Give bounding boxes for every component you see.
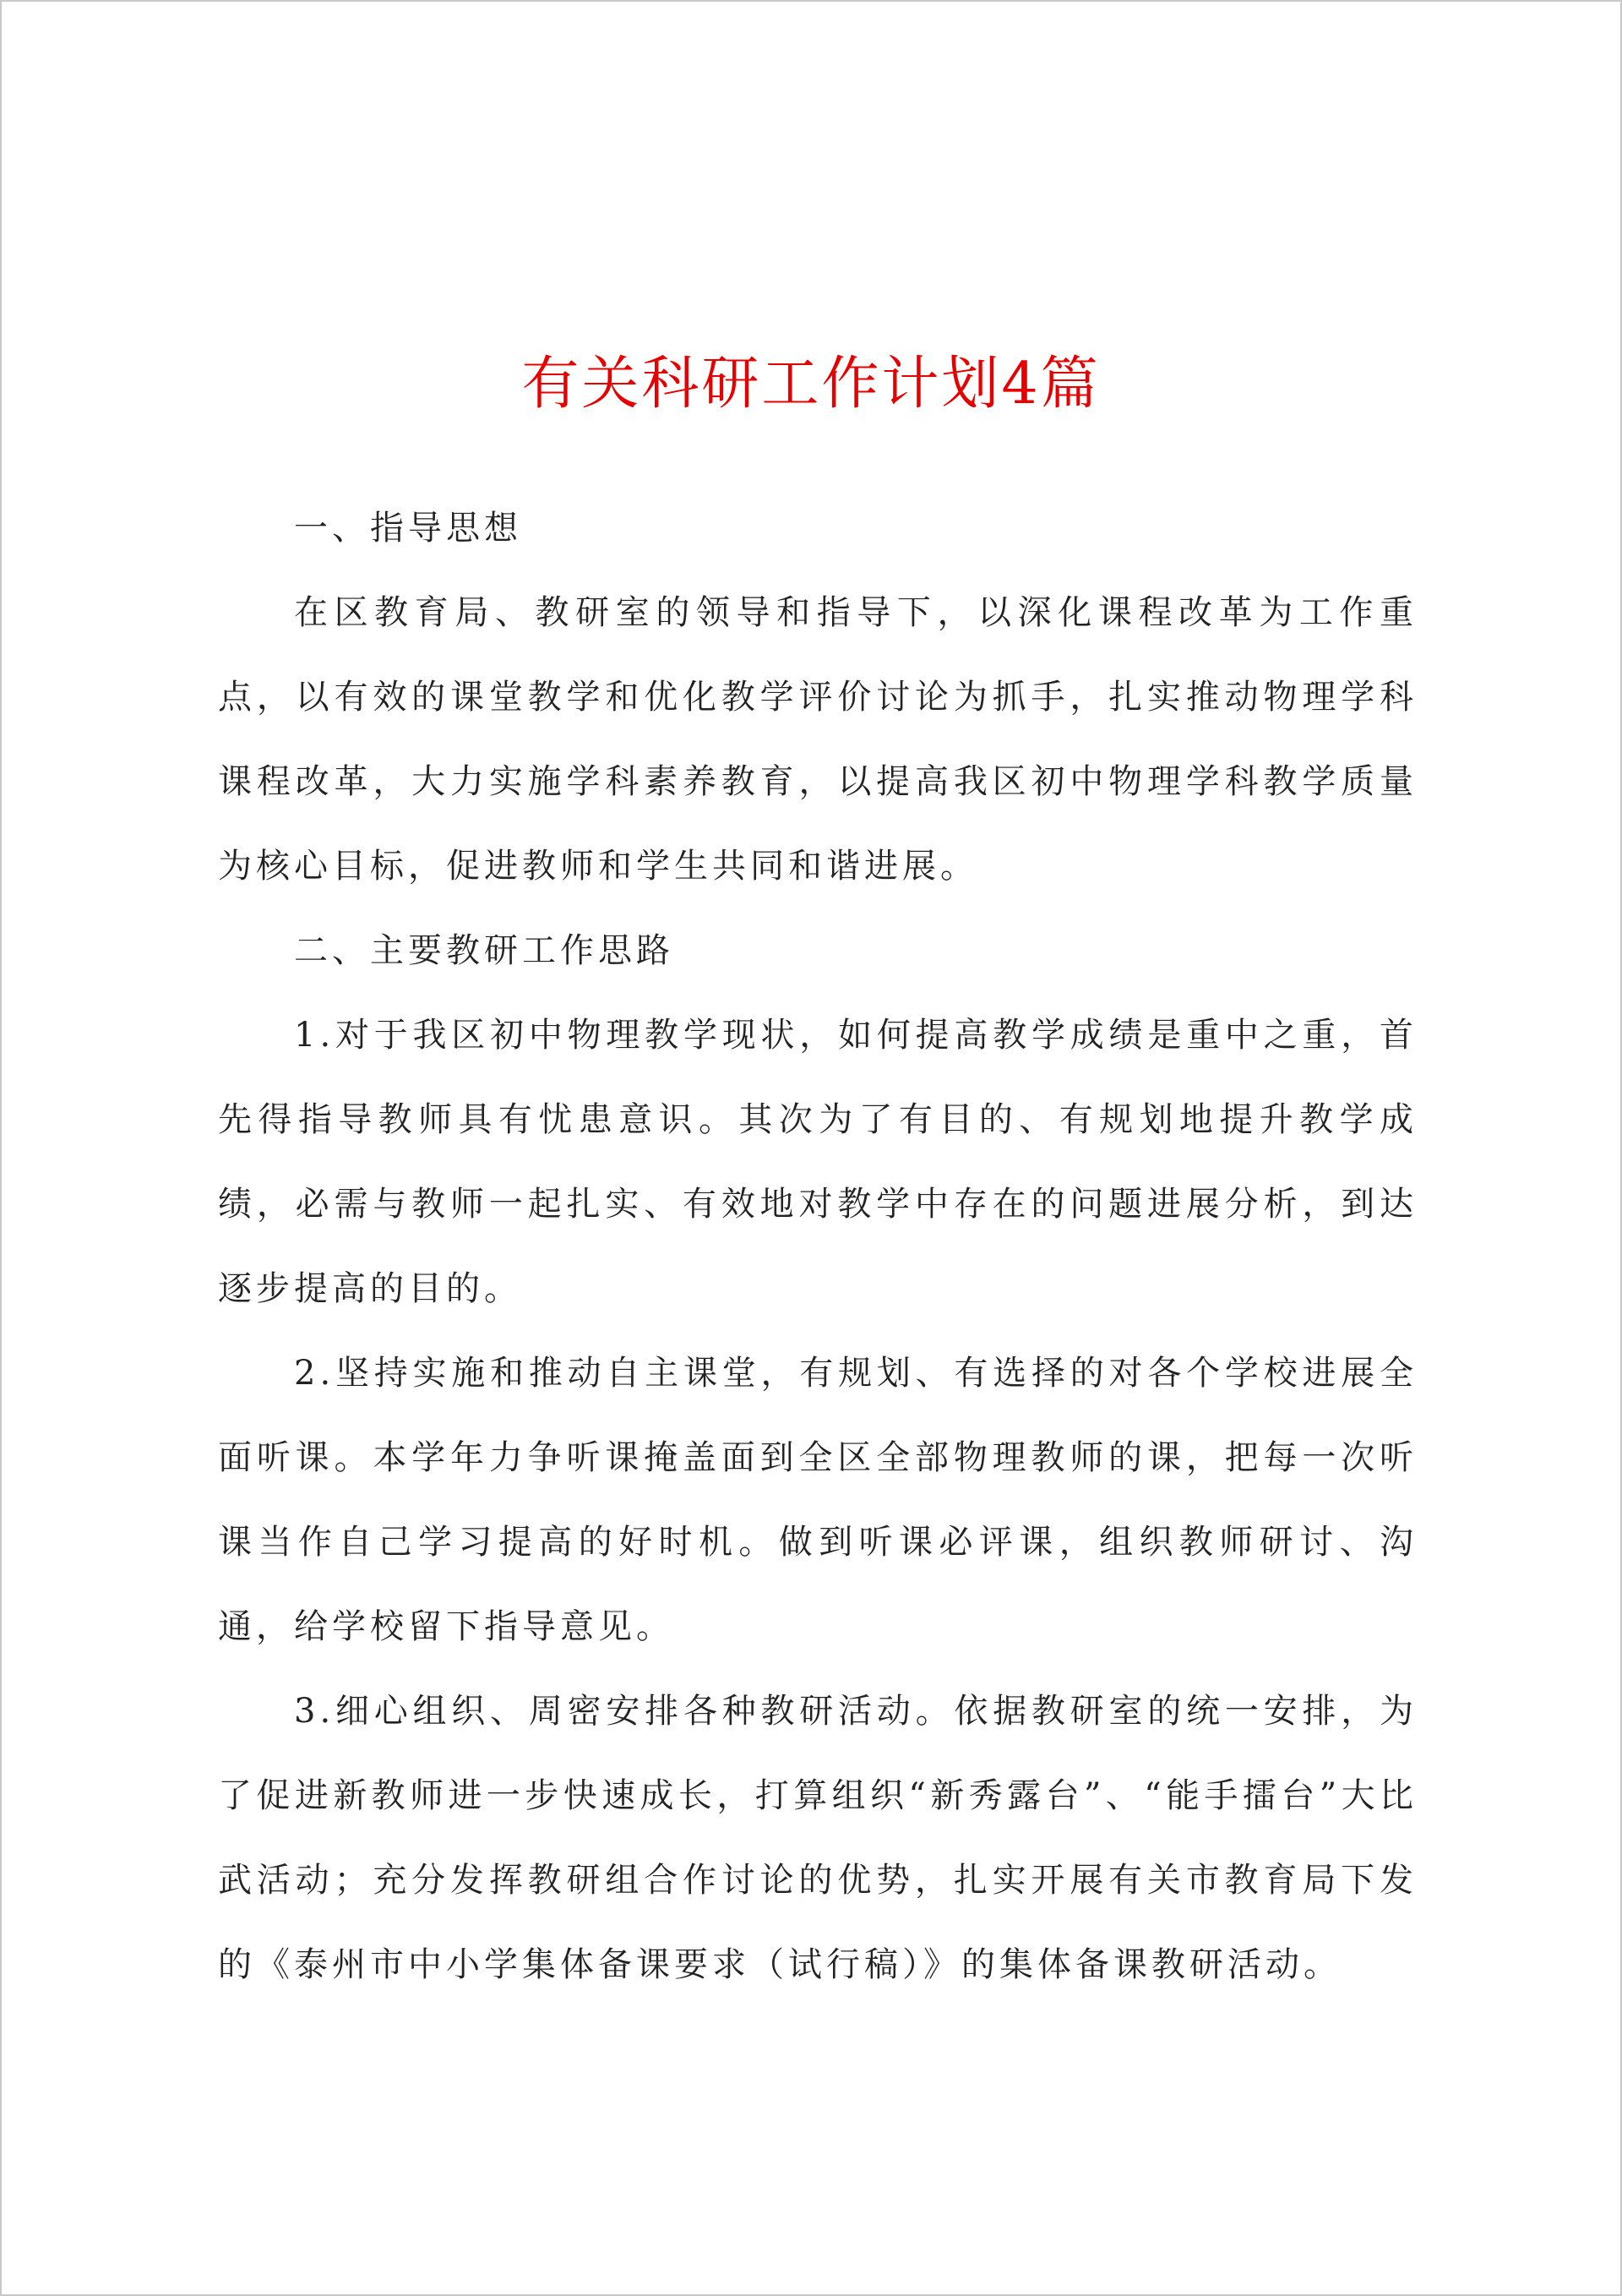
- document-body: [218, 486, 1418, 2007]
- paragraph-item-1: 1.对于我区初中物理教学现状，如何提高教学成绩是重中之重，首先得指导教师具有忧患意识。其次为了有目的、有规划地提升教学成绩，必需与教师一起扎实、有效地对教学中存在的问题进展分析，到达逐步提高的目的。: [218, 1016, 1418, 1308]
- section-heading-guiding-thought: 一、指导思想: [294, 509, 522, 548]
- paragraph-item-2: 2.坚持实施和推动自主课堂，有规划、有选择的对各个学校进展全面听课。本学年力争听课掩盖面到全区全部物理教师的课，把每一次听课当作自己学习提高的好时机。做到听课必评课，组织教师研讨、沟通，给学校留下指导意见。: [218, 1354, 1418, 1646]
- paragraph-guiding-thought: 在区教育局、教研室的领导和指导下，以深化课程改革为工作重点，以有效的课堂教学和优化教学评价讨论为抓手，扎实推动物理学科课程改革，大力实施学科素养教育，以提高我区初中物理学科教学质量为核心目标，促进教师和学生共同和谐进展。: [218, 593, 1418, 886]
- document-title: 有关科研工作计划4篇: [521, 351, 1101, 417]
- paragraph-item-3: 3.细心组织、周密安排各种教研活动。依据教研室的统一安排，为了促进新教师进一步快速成长，打算组织“新秀露台”、“能手擂台”大比武活动；充分发挥教研组合作讨论的优势，扎实开展有关市教育局下发的《泰州市中小学集体备课要求（试行稿）》的集体备课教研活动。: [218, 1692, 1418, 1984]
- section-heading-main-ideas: 二、主要教研工作思路: [294, 931, 674, 970]
